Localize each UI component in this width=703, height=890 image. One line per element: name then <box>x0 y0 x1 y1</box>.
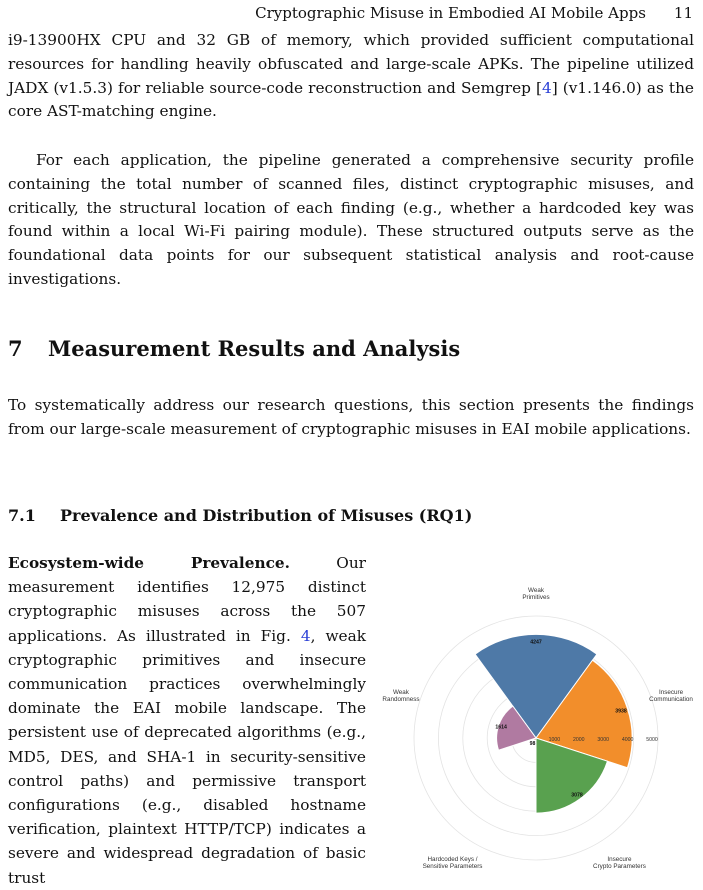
subsection-title: Prevalence and Distribution of Misuses (RQ1) <box>60 506 473 525</box>
category-label: Weak <box>528 587 544 594</box>
category-label: Weak <box>392 689 409 697</box>
radial-tick-label: 2000 <box>573 737 585 743</box>
polar-bar-chart <box>380 585 700 870</box>
value-label: 98 <box>529 740 536 747</box>
radial-tick-label: 3000 <box>597 737 609 743</box>
subsection-heading <box>8 506 472 525</box>
value-label: 4247 <box>530 639 542 646</box>
radial-tick-label: 4000 <box>621 737 634 743</box>
paragraph-text: , weak cryptographic primitives and insecure communication practices overwhelmingly dominate the EAI mobile landscape. The persistent use of deprecated algorithms (e.g., MD5, DES, and SHA-1 in security-sensitive control paths) and permissive transport configurations (e.g., disabled hostname verification, plaintext HTTP/TCP) indicates a severe and widespread degradation of basic trust <box>8 626 366 887</box>
radial-tick-label: 1000 <box>548 737 561 743</box>
page-number: 11 <box>673 4 693 22</box>
category-label: Hardcoded Keys / <box>427 855 478 863</box>
figure-link[interactable]: 4 <box>300 626 311 645</box>
paragraph-text: ] (v1.146.0) as the core AST-matching engine. <box>8 78 694 121</box>
section-number: 7 <box>8 336 23 361</box>
category-label: Insecure <box>607 855 632 863</box>
value-label: 3078 <box>571 792 583 799</box>
citation-link[interactable]: 4 <box>542 78 552 97</box>
value-label: 3938 <box>615 708 627 715</box>
radial-tick-label: 5000 <box>646 737 658 743</box>
paragraph-text: Our measurement identifies 12,975 distinct cryptographic misuses across the 507 applications. As illustrated in Fig. <box>8 554 366 645</box>
paragraph-intro: To systematically address our research questions, this section presents the findings from our large-scale measurement of cryptographic misuses in EAI mobile applications. <box>8 396 694 438</box>
section-title: Measurement Results and Analysis <box>48 336 461 361</box>
category-label: Randomness <box>382 696 420 704</box>
paragraph-hardware <box>8 29 694 124</box>
paragraph-profile: For each application, the pipeline generated a comprehensive security profile containing the total number of scanned files, distinct cryptographic misuses, and critically, the structural location of each finding (e.g., whether a hardcoded key was found within a local Wi-Fi pairing module). These structured outputs serve as the foundational data points for our subsequent statistical analysis and root-cause investigations. <box>8 151 694 288</box>
paragraph-lead: Ecosystem-wide Prevalence. <box>8 554 290 572</box>
paragraph-prevalence <box>8 551 366 890</box>
section-heading <box>8 336 460 361</box>
paragraph-text: i9-13900HX CPU and 32 GB of memory, which provided sufficient computational resources for handling heavily obfuscated and large-scale APKs. The pipeline utilized JADX (v1.5.3) for reliable source-code reconstruction and Semgrep [ <box>8 31 694 97</box>
subsection-number: 7.1 <box>8 506 36 525</box>
category-label: Primitives <box>522 594 550 601</box>
category-label: Insecure <box>658 689 684 697</box>
running-title: Cryptographic Misuse in Embodied AI Mobile Apps <box>255 4 646 22</box>
category-label: Crypto Parameters <box>593 862 646 870</box>
category-label: Communication <box>649 696 693 704</box>
value-label: 1614 <box>495 724 507 731</box>
running-header <box>255 4 693 22</box>
category-label: Sensitive Parameters <box>422 862 483 870</box>
